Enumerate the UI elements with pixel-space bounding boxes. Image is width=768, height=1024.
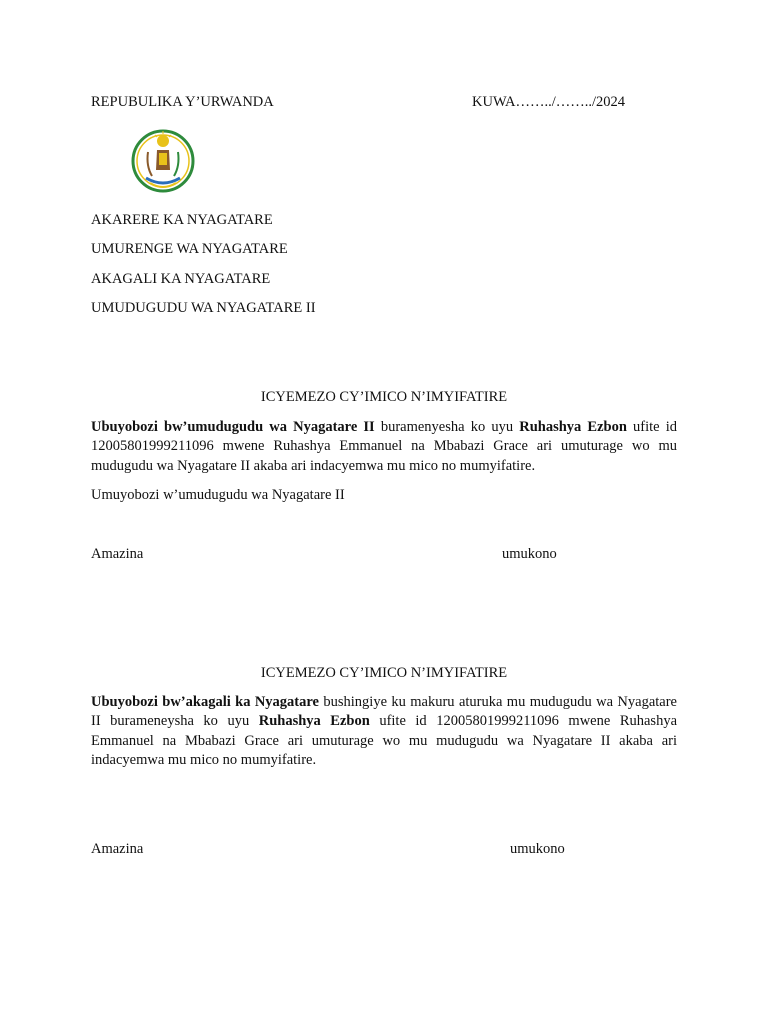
certificate1-title: ICYEMEZO CY’IMICO N’IMYIFATIRE xyxy=(260,389,508,405)
date-field: KUWA……../……../2024 xyxy=(472,94,626,110)
cell-line: AKAGALI KA NYAGATARE xyxy=(91,271,271,287)
certificate2-person: Ruhashya Ezbon xyxy=(258,713,370,730)
district-line: AKARERE KA NYAGATARE xyxy=(91,212,273,228)
village-line: UMUDUGUDU WA NYAGATARE II xyxy=(91,300,316,316)
certificate2-authority: Ubuyobozi bw’akagali ka Nyagatare xyxy=(91,694,319,710)
certificate1-signer: Umuyobozi w’umudugudu wa Nyagatare II xyxy=(91,487,345,503)
certificate2-names-label: Amazina xyxy=(91,841,144,857)
certificate1-person: Ruhashya Ezbon xyxy=(519,419,627,435)
certificate2-title: ICYEMEZO CY’IMICO N’IMYIFATIRE xyxy=(260,665,508,681)
certificate1-text-a: buramenyesha ko uyu xyxy=(374,419,520,435)
certificate1-body xyxy=(91,418,677,476)
certificate1-names-label: Amazina xyxy=(91,546,144,562)
certificate1-signature-label: umukono xyxy=(502,546,557,562)
certificate2-text-a: bushingiye ku makuru aturuka mu mudugudu wa Nyagatare II burameneysha ko uyu xyxy=(91,694,677,730)
certificate2-body xyxy=(91,693,677,770)
certificate1-authority: Ubuyobozi bw’umudugudu wa Nyagatare II xyxy=(91,419,375,435)
certificate2-signature-label: umukono xyxy=(510,841,565,857)
certificate2-text-b: ufite id 12005801999211096 mwene Ruhashya Emmanuel na Mbabazi Grace ari umuturage wo mu mudugudu wa Nyagatare II akaba ari indacyemwa mu mico no mumyifatire. xyxy=(91,713,678,768)
certificate1-text-b: ufite id 12005801999211096 mwene Ruhashya Emmanuel na Mbabazi Grace ari umuturage wo mu mudugudu wa Nyagatare II akaba ari indacyemwa mu mico no mumyifatire. xyxy=(91,419,677,474)
rwanda-coat-of-arms-icon xyxy=(124,122,202,200)
country-header: REPUBULIKA Y’URWANDA xyxy=(91,94,274,110)
sector-line: UMURENGE WA NYAGATARE xyxy=(91,241,288,257)
